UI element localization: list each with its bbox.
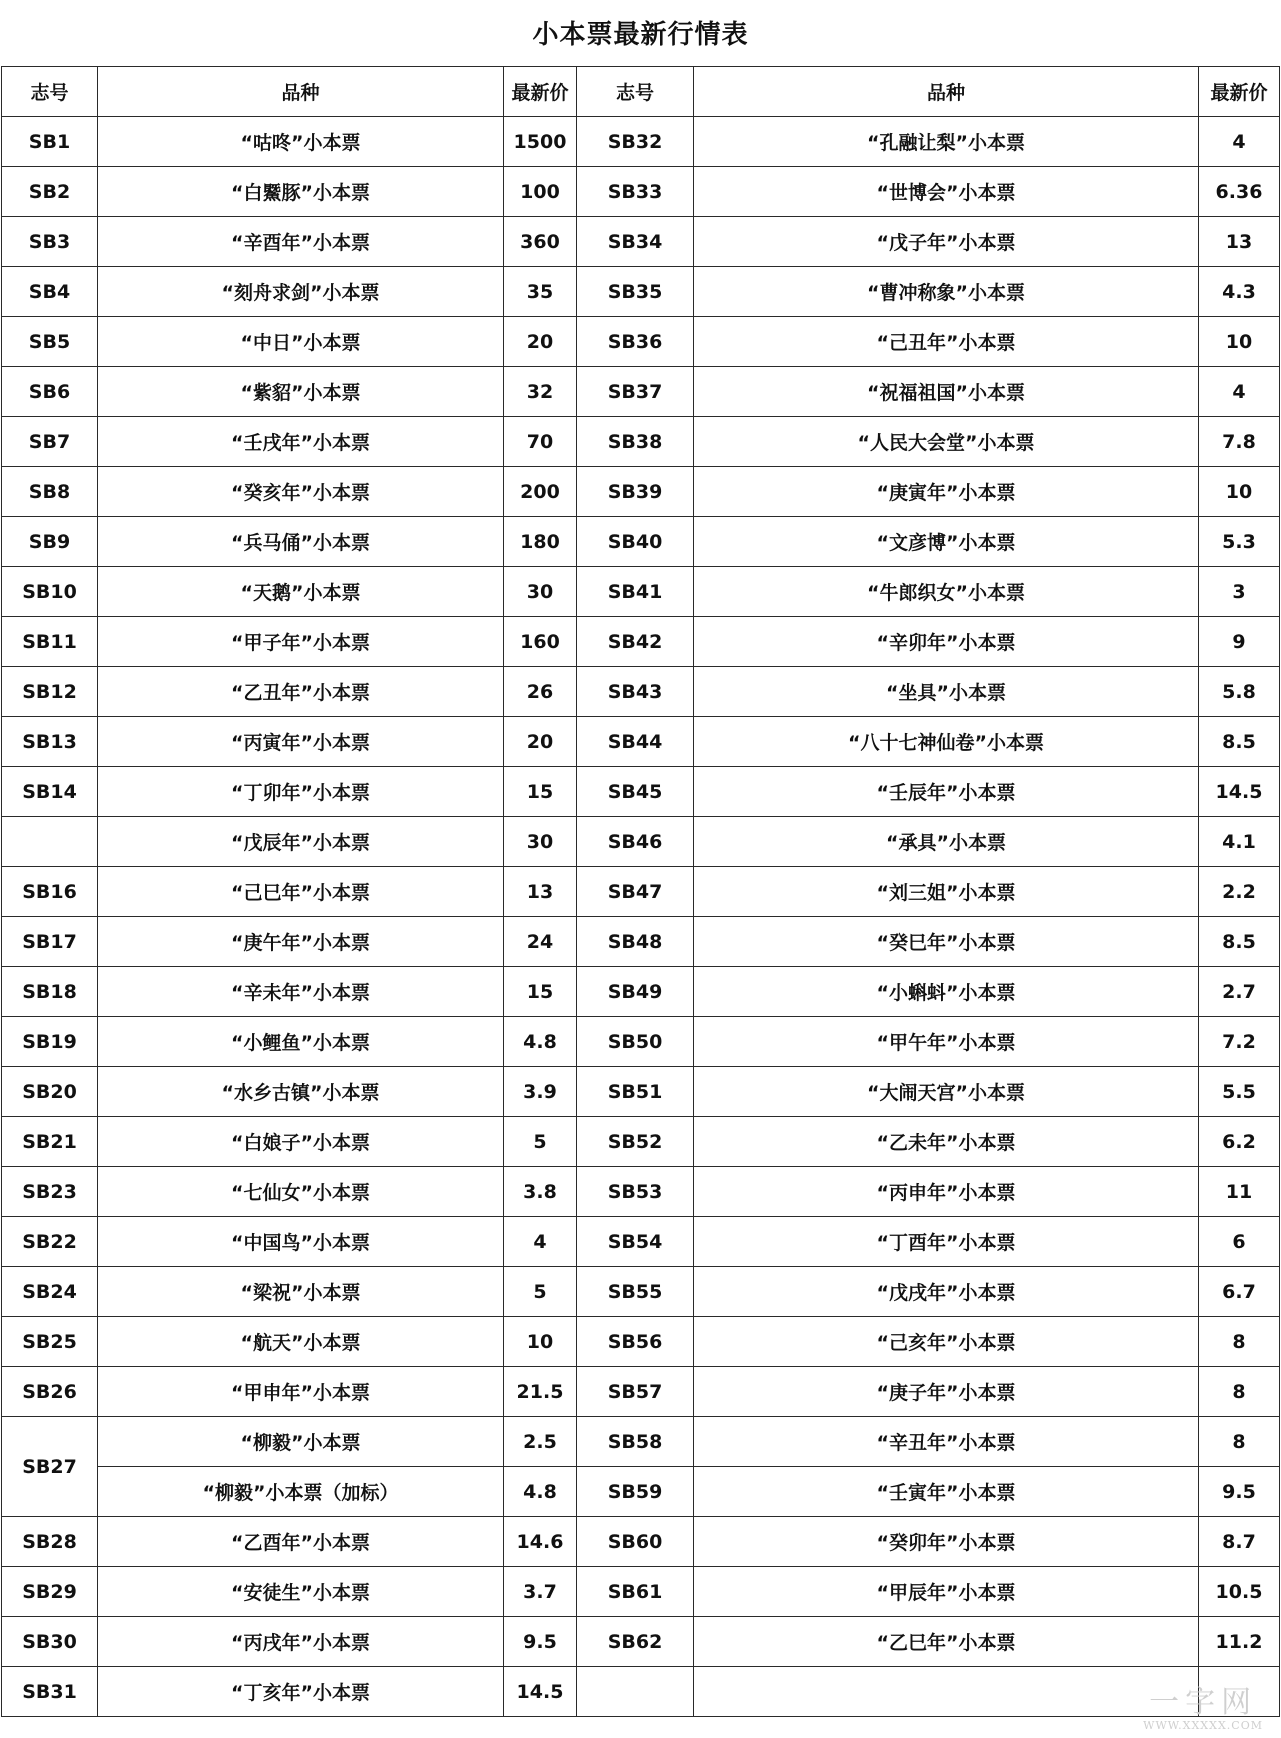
cell-name-right: “壬辰年”小本票	[694, 767, 1199, 817]
cell-code-right: SB57	[577, 1367, 694, 1417]
cell-price-right: 4	[1199, 117, 1280, 167]
cell-code-right: SB55	[577, 1267, 694, 1317]
cell-price-right: 14.5	[1199, 767, 1280, 817]
cell-code-right: SB49	[577, 967, 694, 1017]
cell-name-left: “中日”小本票	[98, 317, 504, 367]
table-row	[2, 1017, 1280, 1067]
cell-price-right: 9	[1199, 617, 1280, 667]
cell-code-left: SB5	[2, 317, 98, 367]
cell-code-right: SB42	[577, 617, 694, 667]
table-row	[2, 1517, 1280, 1567]
cell-name-right: “癸巳年”小本票	[694, 917, 1199, 967]
cell-name-left: “白娘子”小本票	[98, 1117, 504, 1167]
table-row	[2, 1167, 1280, 1217]
cell-name-left: “己巳年”小本票	[98, 867, 504, 917]
cell-price-right: 8.7	[1199, 1517, 1280, 1567]
cell-code-left: SB7	[2, 417, 98, 467]
cell-name-left: “庚午年”小本票	[98, 917, 504, 967]
cell-name-left: “癸亥年”小本票	[98, 467, 504, 517]
cell-price-left: 5	[504, 1267, 577, 1317]
cell-price-left: 160	[504, 617, 577, 667]
cell-code-left: SB20	[2, 1067, 98, 1117]
table-row	[2, 1467, 1280, 1517]
cell-code-left: SB18	[2, 967, 98, 1017]
table-row	[2, 667, 1280, 717]
cell-code-right: SB60	[577, 1517, 694, 1567]
cell-code-right	[577, 1667, 694, 1717]
cell-name-left: “辛酉年”小本票	[98, 217, 504, 267]
cell-name-left: “白鱀豚”小本票	[98, 167, 504, 217]
cell-name-right: “祝福祖国”小本票	[694, 367, 1199, 417]
watermark	[1143, 1687, 1263, 1732]
table-row	[2, 217, 1280, 267]
cell-name-right: “乙未年”小本票	[694, 1117, 1199, 1167]
cell-price-right: 11.2	[1199, 1617, 1280, 1667]
cell-price-left: 20	[504, 717, 577, 767]
table-row	[2, 1067, 1280, 1117]
cell-price-left: 35	[504, 267, 577, 317]
cell-name-right: “刘三姐”小本票	[694, 867, 1199, 917]
cell-code-left: SB10	[2, 567, 98, 617]
table-row	[2, 267, 1280, 317]
cell-name-left: “壬戌年”小本票	[98, 417, 504, 467]
cell-price-left: 100	[504, 167, 577, 217]
cell-name-right	[694, 1667, 1199, 1717]
cell-code-right: SB51	[577, 1067, 694, 1117]
cell-code-left: SB3	[2, 217, 98, 267]
cell-code-left: SB16	[2, 867, 98, 917]
cell-code-left: SB28	[2, 1517, 98, 1567]
cell-name-left: “小鲤鱼”小本票	[98, 1017, 504, 1067]
cell-code-right: SB48	[577, 917, 694, 967]
table-row	[2, 367, 1280, 417]
table-row	[2, 1617, 1280, 1667]
header-row	[2, 67, 1280, 117]
cell-price-right: 10	[1199, 317, 1280, 367]
cell-price-right: 8.5	[1199, 917, 1280, 967]
cell-name-left: “天鹅”小本票	[98, 567, 504, 617]
cell-name-right: “大闹天宫”小本票	[694, 1067, 1199, 1117]
cell-name-left: “丁卯年”小本票	[98, 767, 504, 817]
table-row	[2, 1367, 1280, 1417]
page-title: 小本票最新行情表	[532, 20, 749, 50]
watermark-url: WWW.XXXXX.COM	[1143, 1719, 1263, 1732]
cell-price-left: 30	[504, 817, 577, 867]
cell-price-left: 30	[504, 567, 577, 617]
table-row	[2, 817, 1280, 867]
cell-code-left: SB9	[2, 517, 98, 567]
cell-price-right: 8	[1199, 1317, 1280, 1367]
table-row	[2, 767, 1280, 817]
cell-name-left: “七仙女”小本票	[98, 1167, 504, 1217]
cell-name-left: “柳毅”小本票（加标）	[98, 1467, 504, 1517]
cell-price-left: 14.5	[504, 1667, 577, 1717]
cell-name-left: “紫貂”小本票	[98, 367, 504, 417]
cell-code-left: SB8	[2, 467, 98, 517]
cell-code-right: SB58	[577, 1417, 694, 1467]
cell-name-right: “己丑年”小本票	[694, 317, 1199, 367]
cell-name-left: “中国鸟”小本票	[98, 1217, 504, 1267]
cell-price-right: 5.3	[1199, 517, 1280, 567]
cell-price-right: 8.5	[1199, 717, 1280, 767]
cell-code-left: SB22	[2, 1217, 98, 1267]
cell-name-right: “辛卯年”小本票	[694, 617, 1199, 667]
cell-code-left: SB17	[2, 917, 98, 967]
cell-code-left: SB2	[2, 167, 98, 217]
cell-name-right: “文彦博”小本票	[694, 517, 1199, 567]
header-name-left: 品种	[98, 67, 504, 117]
cell-code-right: SB44	[577, 717, 694, 767]
cell-price-left: 9.5	[504, 1617, 577, 1667]
header-code-right: 志号	[577, 67, 694, 117]
table-row	[2, 417, 1280, 467]
cell-code-right: SB54	[577, 1217, 694, 1267]
cell-code-right: SB34	[577, 217, 694, 267]
cell-code-left: SB13	[2, 717, 98, 767]
cell-name-right: “孔融让梨”小本票	[694, 117, 1199, 167]
table-row	[2, 617, 1280, 667]
cell-price-left: 13	[504, 867, 577, 917]
cell-price-left: 26	[504, 667, 577, 717]
table-row	[2, 1417, 1280, 1467]
cell-code-right: SB59	[577, 1467, 694, 1517]
cell-name-right: “戊子年”小本票	[694, 217, 1199, 267]
cell-price-left: 20	[504, 317, 577, 367]
cell-price-right: 6.7	[1199, 1267, 1280, 1317]
cell-price-right: 5.8	[1199, 667, 1280, 717]
cell-price-right: 10.5	[1199, 1567, 1280, 1617]
cell-code-right: SB56	[577, 1317, 694, 1367]
cell-code-left: SB12	[2, 667, 98, 717]
cell-price-left: 4	[504, 1217, 577, 1267]
cell-price-right: 4	[1199, 367, 1280, 417]
cell-price-left: 10	[504, 1317, 577, 1367]
price-table	[1, 66, 1280, 1720]
cell-price-left: 24	[504, 917, 577, 967]
cell-name-right: “丁酉年”小本票	[694, 1217, 1199, 1267]
cell-name-right: “甲午年”小本票	[694, 1017, 1199, 1067]
cell-name-left: “乙酉年”小本票	[98, 1517, 504, 1567]
cell-name-right: “庚寅年”小本票	[694, 467, 1199, 517]
cell-price-right: 7.2	[1199, 1017, 1280, 1067]
header-price-left: 最新价	[504, 67, 577, 117]
table-row	[2, 517, 1280, 567]
cell-name-right: “甲辰年”小本票	[694, 1567, 1199, 1617]
table-row	[2, 917, 1280, 967]
cell-price-left: 14.6	[504, 1517, 577, 1567]
cell-code-right: SB37	[577, 367, 694, 417]
cell-code-right: SB43	[577, 667, 694, 717]
cell-name-left: “丙寅年”小本票	[98, 717, 504, 767]
cell-code-left: SB1	[2, 117, 98, 167]
table-row	[2, 1667, 1280, 1717]
cell-name-left: “咕咚”小本票	[98, 117, 504, 167]
cell-code-left: SB14	[2, 767, 98, 817]
cell-price-left: 21.5	[504, 1367, 577, 1417]
cell-price-right: 8	[1199, 1417, 1280, 1467]
cell-price-left: 2.5	[504, 1417, 577, 1467]
cell-code-left: SB24	[2, 1267, 98, 1317]
cell-name-left: “辛未年”小本票	[98, 967, 504, 1017]
cell-name-left: “甲申年”小本票	[98, 1367, 504, 1417]
table-row	[2, 1217, 1280, 1267]
cell-code-right: SB46	[577, 817, 694, 867]
table-row	[2, 167, 1280, 217]
cell-code-right: SB52	[577, 1117, 694, 1167]
cell-code-right: SB47	[577, 867, 694, 917]
cell-name-right: “坐具”小本票	[694, 667, 1199, 717]
table-row	[2, 467, 1280, 517]
cell-code-left: SB23	[2, 1167, 98, 1217]
cell-code-right: SB38	[577, 417, 694, 467]
cell-name-right: “丙申年”小本票	[694, 1167, 1199, 1217]
cell-price-left: 180	[504, 517, 577, 567]
table-row	[2, 1317, 1280, 1367]
cell-code-left: SB31	[2, 1667, 98, 1717]
cell-price-left: 15	[504, 767, 577, 817]
cell-name-right: “癸卯年”小本票	[694, 1517, 1199, 1567]
cell-name-left: “刻舟求剑”小本票	[98, 267, 504, 317]
cell-price-left: 3.8	[504, 1167, 577, 1217]
cell-price-right: 3	[1199, 567, 1280, 617]
cell-name-right: “小蝌蚪”小本票	[694, 967, 1199, 1017]
cell-code-right: SB33	[577, 167, 694, 217]
cell-price-left: 4.8	[504, 1017, 577, 1067]
cell-name-right: “己亥年”小本票	[694, 1317, 1199, 1367]
cell-price-left: 70	[504, 417, 577, 467]
cell-price-left: 1500	[504, 117, 577, 167]
cell-name-right: “戊戌年”小本票	[694, 1267, 1199, 1317]
table-row	[2, 567, 1280, 617]
cell-code-left: SB6	[2, 367, 98, 417]
cell-name-right: “人民大会堂”小本票	[694, 417, 1199, 467]
cell-code-right: SB36	[577, 317, 694, 367]
header-code-left: 志号	[2, 67, 98, 117]
cell-price-right: 11	[1199, 1167, 1280, 1217]
cell-code-left: SB26	[2, 1367, 98, 1417]
cell-name-left: “甲子年”小本票	[98, 617, 504, 667]
cell-price-left: 3.7	[504, 1567, 577, 1617]
cell-code-right: SB61	[577, 1567, 694, 1617]
cell-name-left: “梁祝”小本票	[98, 1267, 504, 1317]
table-row	[2, 967, 1280, 1017]
table-row	[2, 317, 1280, 367]
cell-price-right: 7.8	[1199, 417, 1280, 467]
cell-name-left: “柳毅”小本票	[98, 1417, 504, 1467]
cell-code-left: SB29	[2, 1567, 98, 1617]
cell-code-left	[2, 817, 98, 867]
cell-price-right: 8	[1199, 1367, 1280, 1417]
cell-name-left: “航天”小本票	[98, 1317, 504, 1367]
cell-price-right: 4.3	[1199, 267, 1280, 317]
cell-code-left: SB27	[2, 1417, 98, 1517]
cell-name-right: “庚子年”小本票	[694, 1367, 1199, 1417]
cell-code-left: SB19	[2, 1017, 98, 1067]
cell-price-left: 200	[504, 467, 577, 517]
cell-price-left: 15	[504, 967, 577, 1017]
cell-name-right: “曹冲称象”小本票	[694, 267, 1199, 317]
table-row	[2, 1567, 1280, 1617]
cell-price-right: 13	[1199, 217, 1280, 267]
header-price-right: 最新价	[1199, 67, 1280, 117]
cell-price-right: 5.5	[1199, 1067, 1280, 1117]
table-row	[2, 1267, 1280, 1317]
cell-code-right: SB35	[577, 267, 694, 317]
cell-name-left: “乙丑年”小本票	[98, 667, 504, 717]
cell-price-right: 6	[1199, 1217, 1280, 1267]
cell-name-right: “承具”小本票	[694, 817, 1199, 867]
cell-name-left: “丙戌年”小本票	[98, 1617, 504, 1667]
cell-price-right: 6.36	[1199, 167, 1280, 217]
cell-price-left: 3.9	[504, 1067, 577, 1117]
table-row	[2, 867, 1280, 917]
cell-code-right: SB40	[577, 517, 694, 567]
cell-name-right: “壬寅年”小本票	[694, 1467, 1199, 1517]
cell-name-right: “牛郎织女”小本票	[694, 567, 1199, 617]
cell-code-right: SB32	[577, 117, 694, 167]
cell-name-left: “安徒生”小本票	[98, 1567, 504, 1617]
table-row	[2, 1117, 1280, 1167]
cell-code-right: SB41	[577, 567, 694, 617]
cell-name-left: “兵马俑”小本票	[98, 517, 504, 567]
cell-price-left: 32	[504, 367, 577, 417]
cell-name-left: “戊辰年”小本票	[98, 817, 504, 867]
header-name-right: 品种	[694, 67, 1199, 117]
cell-code-right: SB53	[577, 1167, 694, 1217]
cell-price-right: 6.2	[1199, 1117, 1280, 1167]
cell-code-right: SB50	[577, 1017, 694, 1067]
cell-code-left: SB11	[2, 617, 98, 667]
cell-price-right: 2.2	[1199, 867, 1280, 917]
cell-code-left: SB21	[2, 1117, 98, 1167]
cell-price-right: 10	[1199, 467, 1280, 517]
cell-code-left: SB30	[2, 1617, 98, 1667]
cell-price-right: 2.7	[1199, 967, 1280, 1017]
table-row	[2, 117, 1280, 167]
cell-code-right: SB39	[577, 467, 694, 517]
cell-price-right: 4.1	[1199, 817, 1280, 867]
cell-name-right: “世博会”小本票	[694, 167, 1199, 217]
cell-code-right: SB62	[577, 1617, 694, 1667]
cell-code-left: SB4	[2, 267, 98, 317]
cell-name-left: “丁亥年”小本票	[98, 1667, 504, 1717]
table-row	[2, 717, 1280, 767]
cell-price-right: 9.5	[1199, 1467, 1280, 1517]
cell-name-right: “八十七神仙卷”小本票	[694, 717, 1199, 767]
cell-price-left: 360	[504, 217, 577, 267]
cell-code-left: SB25	[2, 1317, 98, 1367]
watermark-logo: 一字网	[1149, 1685, 1258, 1720]
cell-price-left: 5	[504, 1117, 577, 1167]
cell-name-left: “水乡古镇”小本票	[98, 1067, 504, 1117]
cell-name-right: “乙巳年”小本票	[694, 1617, 1199, 1667]
cell-name-right: “辛丑年”小本票	[694, 1417, 1199, 1467]
cell-code-right: SB45	[577, 767, 694, 817]
cell-price-left: 4.8	[504, 1467, 577, 1517]
